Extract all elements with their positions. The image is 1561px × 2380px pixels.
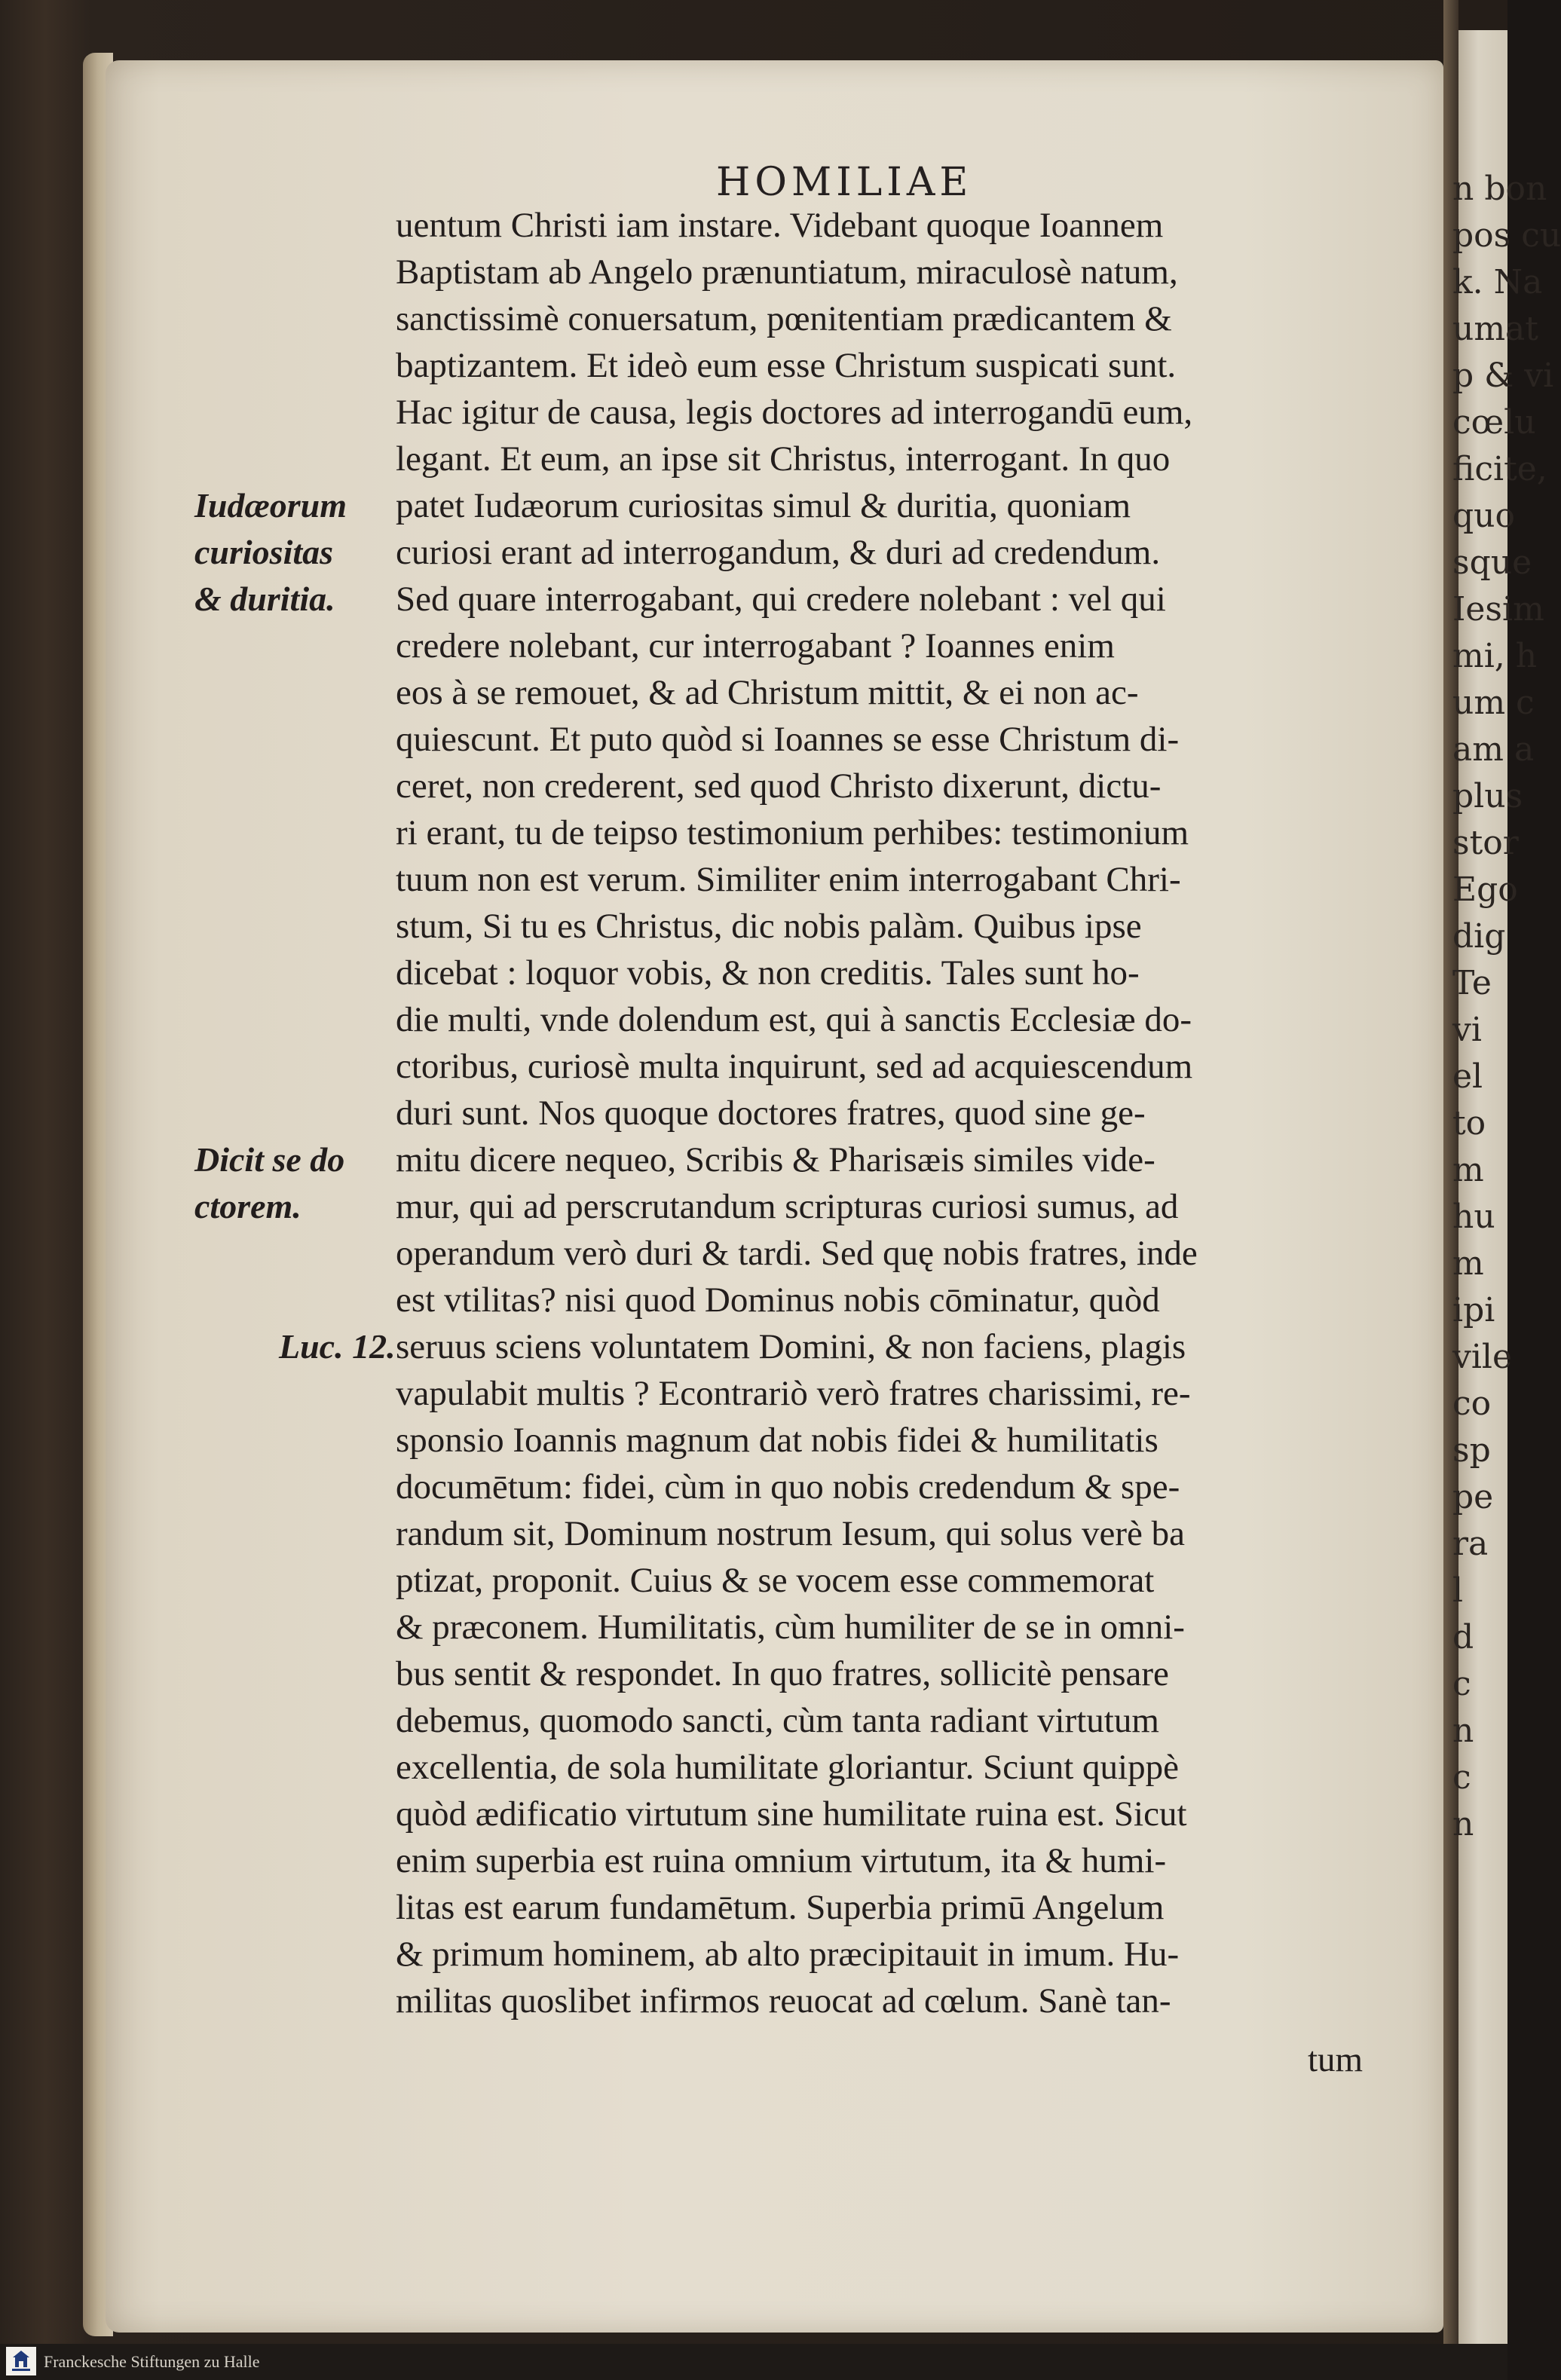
- facing-page-fragment: p & vi: [1452, 356, 1554, 395]
- text-line: quiescunt. Et puto quòd si Ioannes se esse Christum di-: [396, 720, 1180, 759]
- marginal-line: & duritia.: [194, 580, 335, 618]
- text-line: die multi, vnde dolendum est, qui à sanctis Ecclesiæ do-: [396, 1000, 1192, 1039]
- text-line: sponsio Ioannis magnum dat nobis fidei & humilitatis: [396, 1421, 1159, 1460]
- text-line: curiosi erant ad interrogandum, & duri ad credendum.: [396, 533, 1161, 572]
- facing-page-text: [1452, 166, 1561, 1848]
- text-line: seruus sciens voluntatem Domini, & non faciens, plagis: [396, 1327, 1186, 1366]
- text-line: duri sunt. Nos quoque doctores fratres, quod sine ge-: [396, 1094, 1146, 1133]
- facing-page-fragment: mi, h: [1452, 637, 1538, 675]
- text-line: bus sentit & respondet. In quo fratres, sollicitè pensare: [396, 1654, 1169, 1693]
- body-text: [396, 202, 1376, 2024]
- facing-page-fragment: c: [1452, 1665, 1471, 1703]
- text-line: Hac igitur de causa, legis doctores ad interrogandū eum,: [396, 393, 1193, 432]
- text-line: mitu dicere nequeo, Scribis & Pharisæis similes vide-: [396, 1140, 1155, 1179]
- text-line: tuum non est verum. Similiter enim interrogabant Chri-: [396, 860, 1181, 899]
- marginal-line: Iudæorum: [194, 486, 347, 525]
- text-line: Baptistam ab Angelo prænuntiatum, miraculosè natum,: [396, 252, 1178, 292]
- facing-page-fragment: l: [1452, 1571, 1464, 1610]
- marginal-line: curiositas: [194, 533, 334, 571]
- text-line: eos à se remouet, & ad Christum mittit, & ei non ac-: [396, 673, 1139, 712]
- marginal-line: ctorem.: [194, 1187, 301, 1225]
- text-line: quòd ædificatio virtutum sine humilitate ruina est. Sicut: [396, 1794, 1187, 1834]
- facing-page-fragment: ficite,: [1452, 450, 1547, 488]
- facing-page-fragment: c: [1452, 1758, 1471, 1797]
- facing-page-fragment: cœlu: [1452, 403, 1536, 442]
- text-line: debemus, quomodo sancti, cùm tanta radiant virtutum: [396, 1701, 1159, 1740]
- facing-page-fragment: m: [1452, 1244, 1484, 1283]
- library-logo-icon: [6, 2347, 36, 2375]
- facing-page-fragment: Iesim: [1452, 590, 1544, 629]
- facing-page-fragment: stor: [1452, 824, 1519, 862]
- facing-page-fragment: pe: [1452, 1478, 1494, 1516]
- text-line: mur, qui ad perscrutandum scripturas curiosi sumus, ad: [396, 1187, 1179, 1226]
- text-line: excellentia, de sola humilitate gloriantur. Sciunt quippè: [396, 1748, 1179, 1787]
- facing-page-fragment: plus: [1452, 777, 1523, 815]
- facing-page-strip: [1452, 30, 1561, 2344]
- facing-page-fragment: Te: [1452, 964, 1492, 1002]
- marginal-note-doctorem: [194, 1136, 398, 1230]
- text-line: sanctissimè conuersatum, pœnitentiam prædicantem &: [396, 299, 1172, 338]
- text-line: est vtilitas? nisi quod Dominus nobis cōminatur, quòd: [396, 1280, 1160, 1320]
- facing-page-fragment: n: [1452, 1805, 1474, 1843]
- facing-page-fragment: um c: [1452, 684, 1535, 722]
- facing-page-fragment: am a: [1452, 730, 1535, 769]
- running-head: HOMILIAE: [716, 160, 973, 205]
- text-line: operandum verò duri & tardi. Sed quę nobis fratres, inde: [396, 1234, 1198, 1273]
- facing-page-fragment: vi: [1452, 1011, 1482, 1049]
- marginal-line: Luc. 12.: [279, 1327, 396, 1366]
- marginal-note-iudaeorum: [194, 482, 398, 623]
- facing-page-fragment: pos cu: [1452, 216, 1561, 255]
- text-line: patet Iudæorum curiositas simul & duritia, quoniam: [396, 486, 1131, 525]
- facing-page-fragment: k. Na: [1452, 263, 1543, 301]
- library-credit: Franckesche Stiftungen zu Halle: [44, 2352, 260, 2371]
- facing-page-fragment: sque: [1452, 543, 1532, 582]
- text-line: dicebat : loquor vobis, & non creditis. Tales sunt ho-: [396, 953, 1140, 993]
- facing-page-fragment: d: [1452, 1618, 1474, 1657]
- text-line: ptizat, proponit. Cuius & se vocem esse commemorat: [396, 1561, 1155, 1600]
- facing-page-fragment: dig: [1452, 917, 1506, 956]
- facing-page-fragment: quo: [1452, 497, 1515, 535]
- facing-page-fragment: vile: [1452, 1338, 1513, 1376]
- facing-page-fragment: Ego: [1452, 870, 1518, 909]
- text-line: ri erant, tu de teipso testimonium perhibes: testimonium: [396, 813, 1189, 852]
- facing-page-fragment: sp: [1452, 1431, 1491, 1470]
- text-line: ctoribus, curiosè multa inquirunt, sed ad acquiescendum: [396, 1047, 1193, 1086]
- text-line: & primum hominem, ab alto præcipitauit in imum. Hu-: [396, 1935, 1180, 1974]
- facing-page-fragment: m: [1452, 1151, 1484, 1189]
- facing-page-fragment: umat: [1452, 310, 1538, 348]
- text-line: baptizantem. Et ideò eum esse Christum suspicati sunt.: [396, 346, 1177, 385]
- facing-page-fragment: to: [1452, 1104, 1486, 1143]
- text-line: randum sit, Dominum nostrum Iesum, qui solus verè ba: [396, 1514, 1185, 1553]
- text-line: ceret, non crederent, sed quod Christo dixerunt, dictu-: [396, 766, 1162, 806]
- facing-page-fragment: n: [1452, 1712, 1474, 1750]
- catchword: tum: [1308, 2040, 1364, 2079]
- text-line: & præconem. Humilitatis, cùm humiliter de se in omni-: [396, 1608, 1185, 1647]
- facing-page-fragment: n bon: [1452, 170, 1547, 208]
- facing-page-fragment: el: [1452, 1057, 1483, 1096]
- text-line: enim superbia est ruina omnium virtutum, ita & humi-: [396, 1841, 1167, 1880]
- facing-page-fragment: co: [1452, 1384, 1492, 1423]
- facing-page-fragment: ipi: [1452, 1291, 1495, 1329]
- text-line: Sed quare interrogabant, qui credere nolebant : vel qui: [396, 580, 1166, 619]
- facing-page-fragment: ra: [1452, 1525, 1489, 1563]
- text-line: vapulabit multis ? Econtrariò verò fratres charissimi, re-: [396, 1374, 1191, 1413]
- text-line: legant. Et eum, an ipse sit Christus, interrogant. In quo: [396, 439, 1171, 479]
- text-line: uentum Christi iam instare. Videbant quoque Ioannem: [396, 206, 1164, 245]
- marginal-line: Dicit se do: [194, 1140, 345, 1179]
- text-line: litas est earum fundamētum. Superbia primū Angelum: [396, 1888, 1165, 1927]
- facing-page-fragment: hu: [1452, 1198, 1495, 1236]
- text-line: stum, Si tu es Christus, dic nobis palàm. Quibus ipse: [396, 907, 1142, 946]
- text-line: militas quoslibet infirmos reuocat ad cœlum. Sanè tan-: [396, 1981, 1171, 2021]
- text-line: credere nolebant, cur interrogabant ? Ioannes enim: [396, 626, 1115, 665]
- text-line: documētum: fidei, cùm in quo nobis credendum & spe-: [396, 1467, 1180, 1507]
